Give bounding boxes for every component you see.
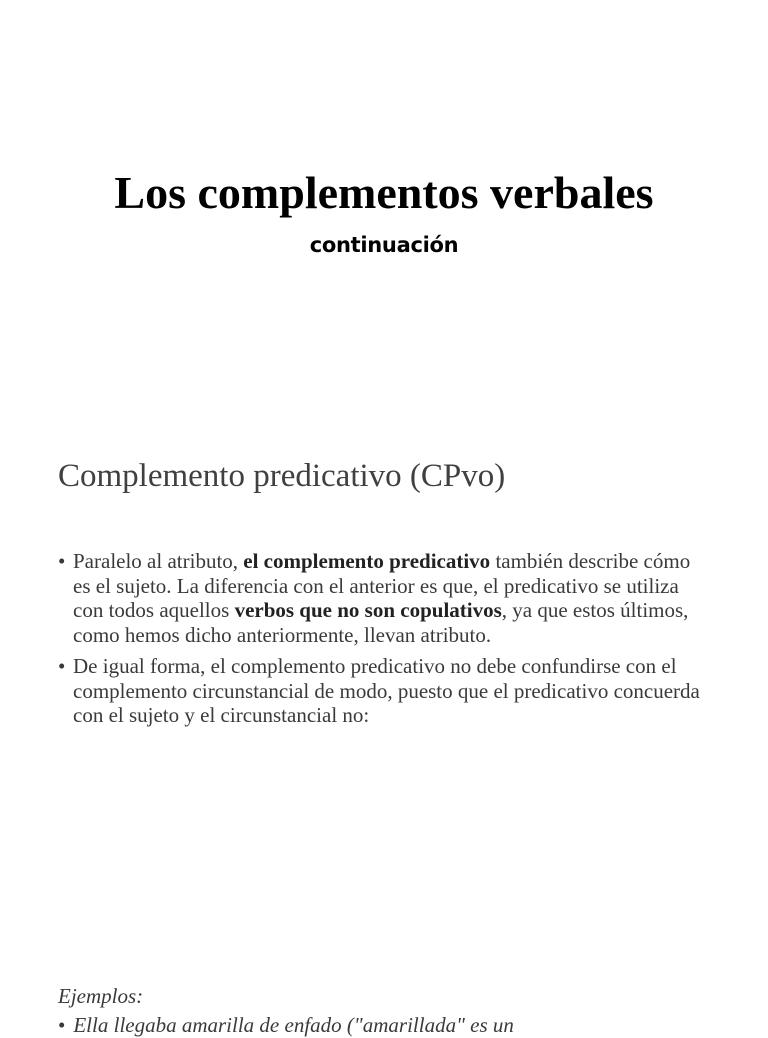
presentation-subtitle: continuación [309,233,459,257]
bullet-item [58,549,708,647]
bullet-dot-icon: • [58,549,66,573]
bullet-text: De igual forma, el complemento predicativo no debe confundirse con el complemento circunstancial de modo, puesto que el predicativo concuerda con el sujeto y el circunstancial no: [73,654,700,727]
section-heading: Complemento predicativo (CPvo) [58,458,506,494]
example-item [58,1012,708,1038]
presentation-title: Los complementos verbales [114,167,654,218]
bullet-text: Paralelo al atributo, [73,549,244,573]
examples-label: Ejemplos: [58,984,144,1008]
bullet-text: también describe cómo es el sujeto. La diferencia con el anterior es que, el predicativo se utiliza con todos aquellos [73,549,691,622]
bold-term: verbos que no son copulativos [234,598,502,622]
title-slide [0,0,768,380]
bold-term: el complemento predicativo [243,549,491,573]
bullet-text: , ya que estos últimos, como hemos dicho anteriormente, llevan atributo. [73,598,689,647]
bullet-dot-icon: • [58,1013,66,1037]
bullet-dot-icon: • [58,654,66,678]
example-text: Ella llegaba amarilla de enfado ("amarillada" es un [73,1013,514,1037]
bullet-item [58,654,708,728]
bullet-list [58,549,708,735]
